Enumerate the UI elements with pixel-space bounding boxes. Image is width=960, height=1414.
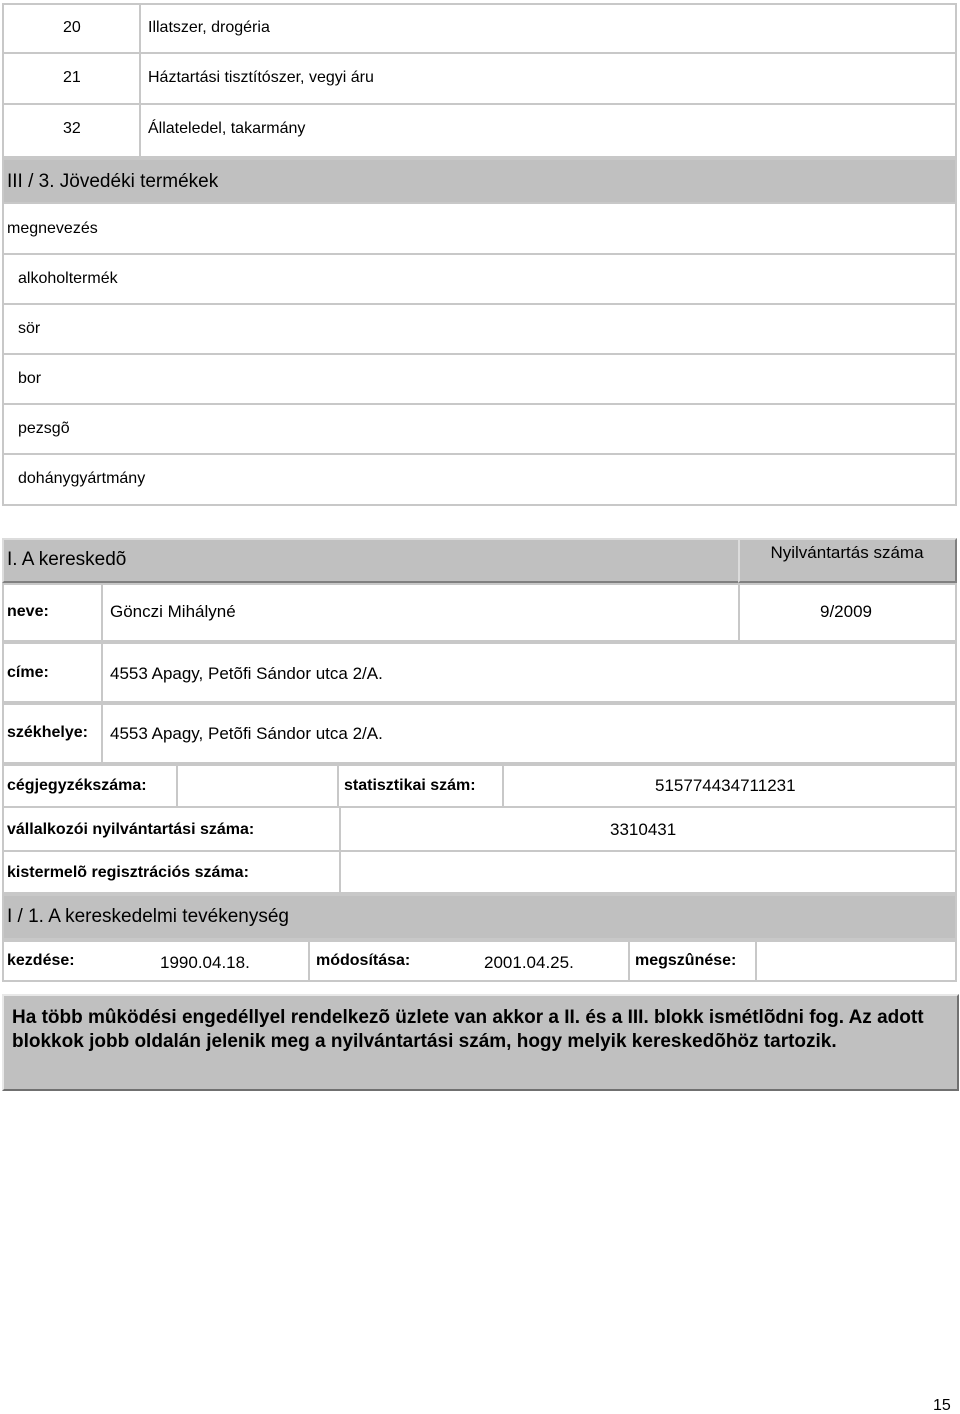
repeat-blocks-note-text: Ha több mûködési engedéllyel rendelkezõ üzlete van akkor a II. és a III. blokk ismétlõdni fog. Az adott blokkok jobb oldalán jelenik meg a nyilvántartási szám, hogy melyik kereskedõhöz tartozik. [12, 1007, 924, 1052]
trader-seat-value: 4553 Apagy, Petõfi Sándor utca 2/A. [110, 724, 383, 743]
product-name: Háztartási tisztítószer, vegyi áru [148, 69, 374, 86]
activity-section-title: I / 1. A kereskedelmi tevékenység [7, 906, 289, 927]
excise-item: pezsgõ [18, 420, 70, 437]
producer-registration-value-cell [339, 850, 957, 894]
excise-item-row [2, 253, 957, 305]
repeat-blocks-note [2, 994, 959, 1091]
excise-column-label: megnevezés [7, 220, 98, 237]
activity-modified-value: 2001.04.25. [484, 953, 574, 972]
trader-address-label: címe: [7, 664, 49, 681]
activity-modified-label: módosítása: [316, 952, 411, 969]
statistical-number-value: 515774434711231 [655, 776, 796, 795]
entrepreneur-registration-label: vállalkozói nyilvántartási száma: [7, 821, 255, 838]
product-row [2, 103, 957, 158]
activity-start-value: 1990.04.18. [160, 953, 250, 972]
company-registration-value-cell [176, 764, 339, 808]
excise-item: dohánygyártmány [18, 470, 146, 487]
excise-item-row [2, 403, 957, 455]
excise-item: bor [18, 370, 42, 387]
product-row [2, 52, 957, 105]
activity-end-label: megszûnése: [635, 952, 737, 969]
excise-item: alkoholtermék [18, 270, 118, 287]
product-name: Állateledel, takarmány [148, 120, 306, 137]
entrepreneur-registration-value: 3310431 [610, 820, 677, 839]
excise-item-row [2, 453, 957, 506]
registration-number-header-label: Nyilvántartás száma [770, 543, 924, 562]
product-code: 21 [63, 69, 81, 86]
product-code: 32 [63, 120, 81, 137]
product-name: Illatszer, drogéria [148, 19, 270, 36]
producer-registration-label: kistermelõ regisztrációs száma: [7, 864, 249, 881]
trader-address-value: 4553 Apagy, Petõfi Sándor utca 2/A. [110, 664, 383, 683]
activity-start-label: kezdése: [7, 952, 75, 969]
trader-seat-label: székhelye: [7, 724, 88, 741]
excise-section-title: III / 3. Jövedéki termékek [7, 171, 219, 192]
trader-name-label: neve: [7, 603, 49, 620]
excise-item-row [2, 353, 957, 405]
product-code: 20 [63, 19, 81, 36]
registration-number-value: 9/2009 [820, 602, 872, 621]
statistical-number-label: statisztikai szám: [344, 777, 476, 794]
trader-section-title: I. A kereskedõ [7, 549, 127, 570]
excise-item-row [2, 303, 957, 355]
excise-item: sör [18, 320, 41, 337]
company-registration-label: cégjegyzékszáma: [7, 777, 147, 794]
product-row [2, 3, 957, 54]
trader-name-value: Gönczi Mihályné [110, 602, 236, 621]
excise-column-header [2, 202, 957, 255]
page-number: 15 [933, 1397, 951, 1414]
